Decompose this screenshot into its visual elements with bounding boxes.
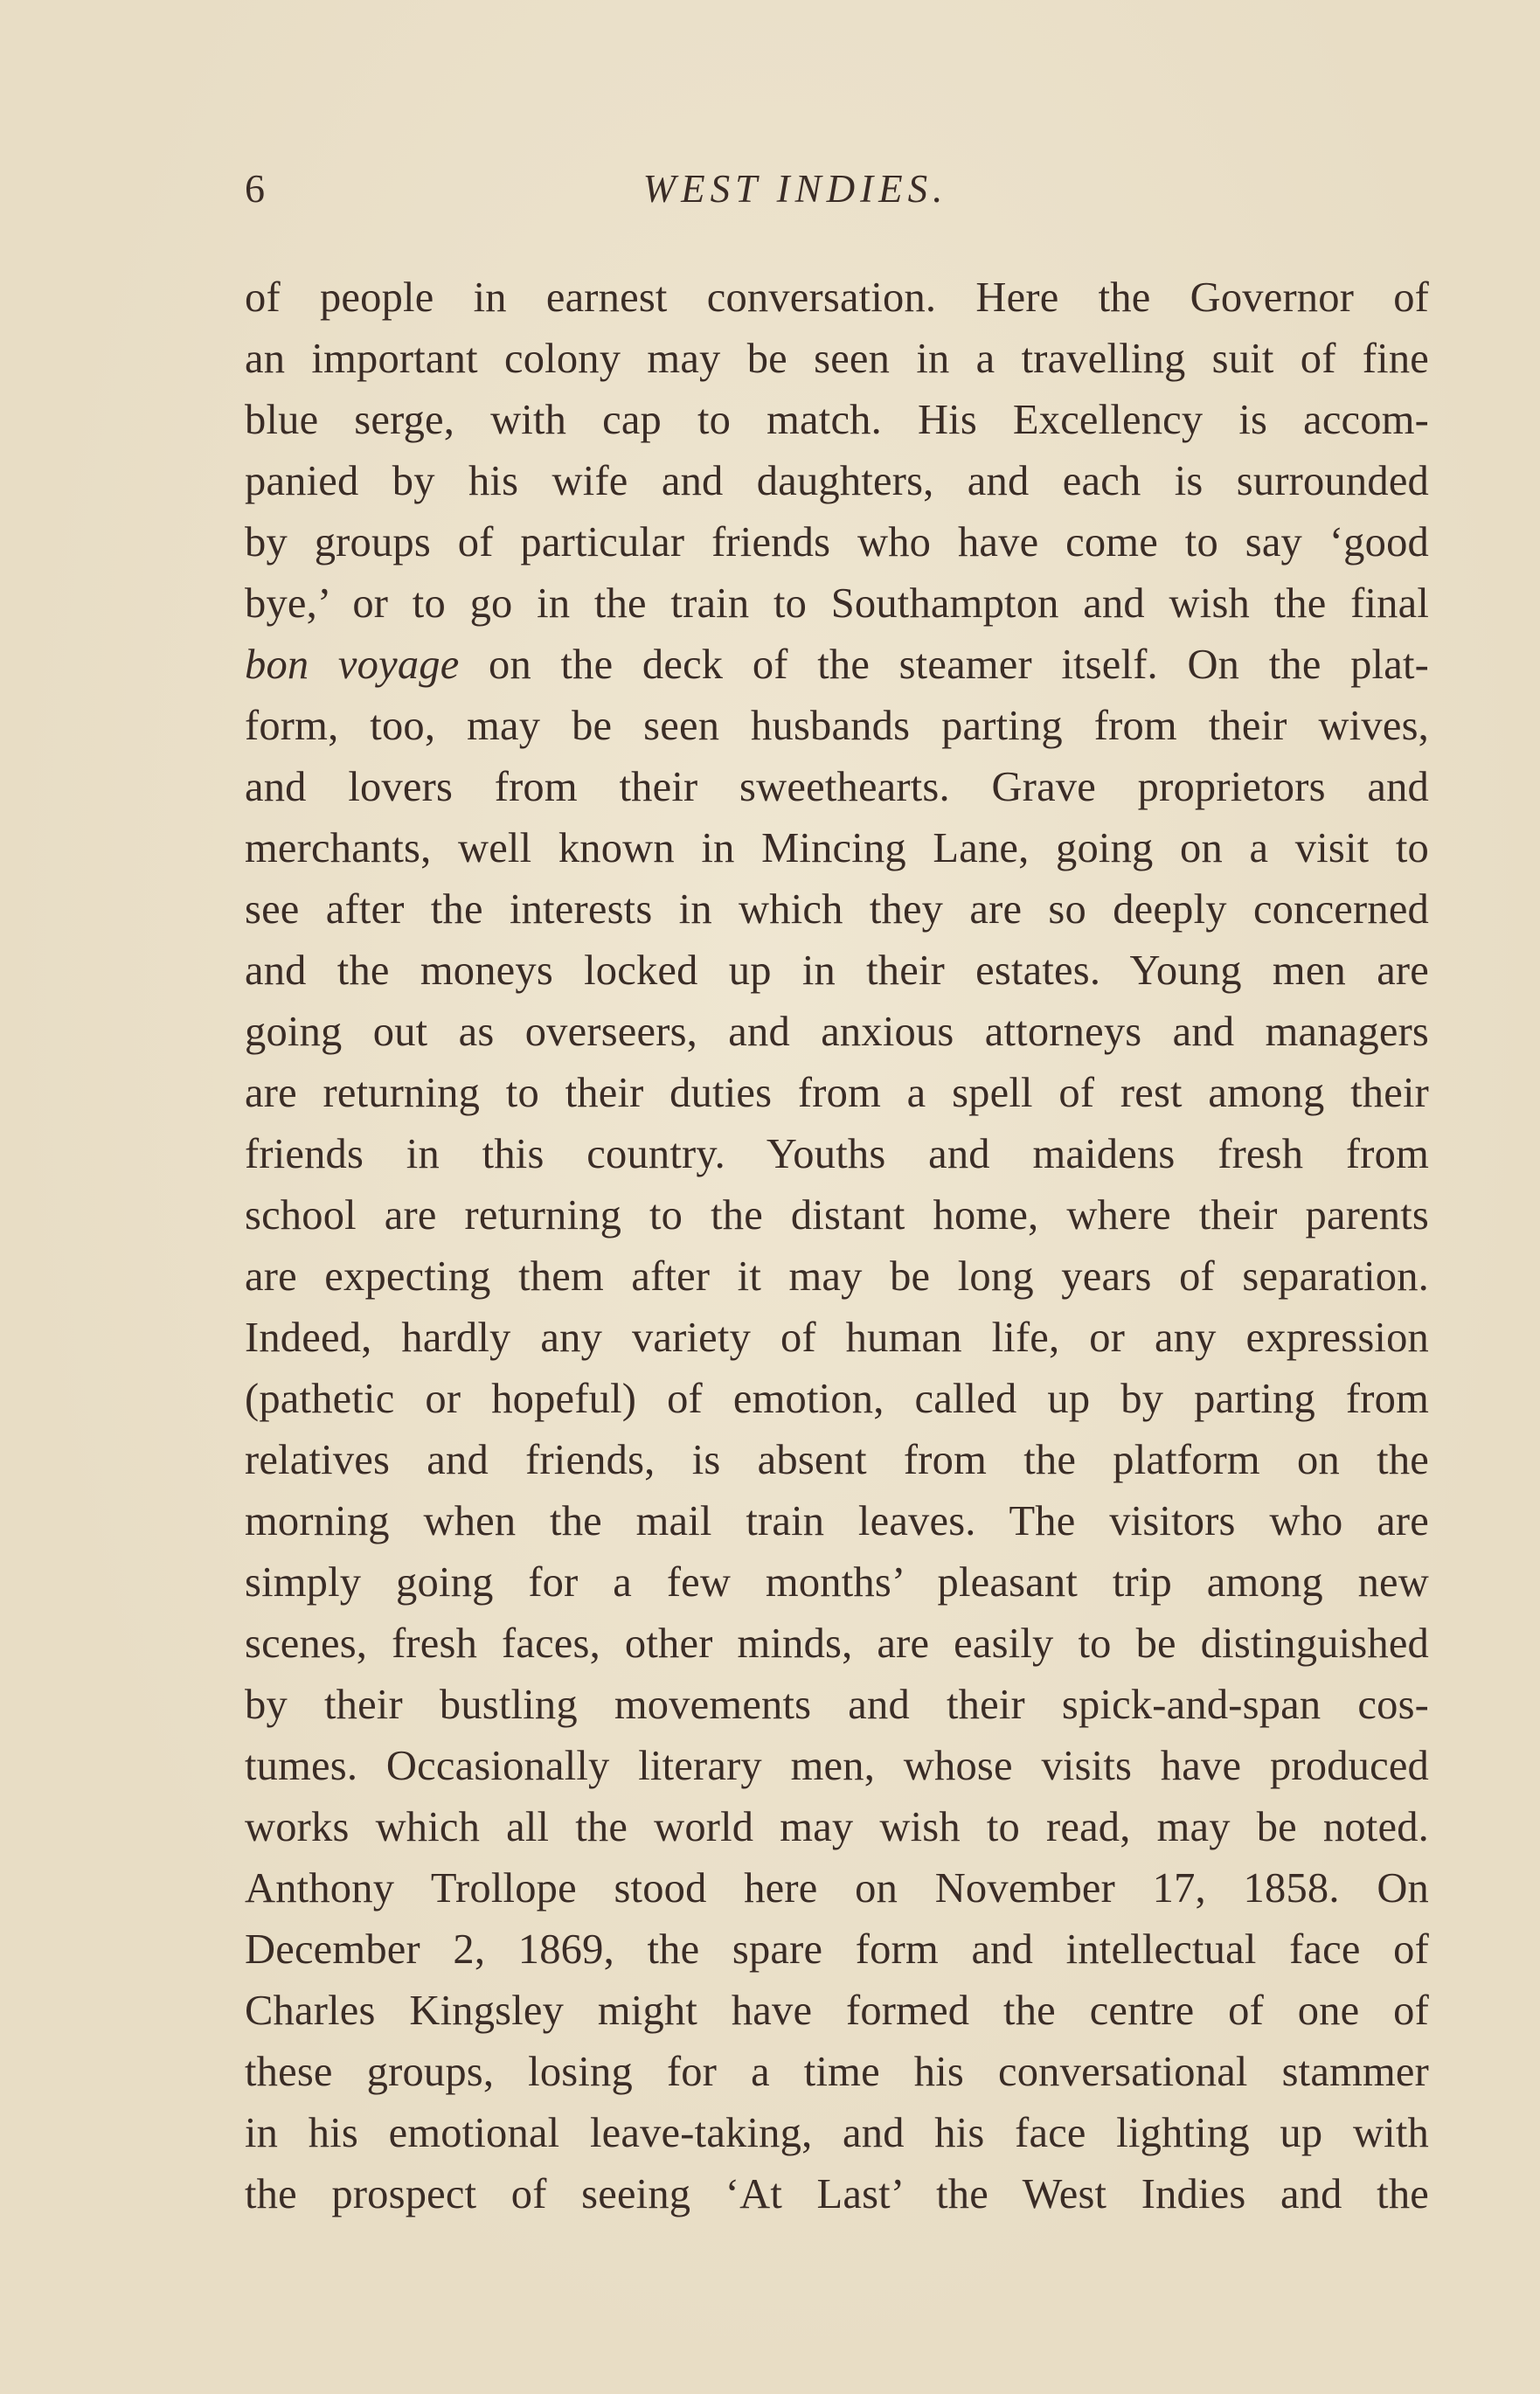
text-line: Indeed, hardly any variety of human life, or any expression bbox=[245, 1315, 1429, 1361]
text-line: scenes, fresh faces, other minds, are easily to be distinguished bbox=[245, 1620, 1429, 1667]
text-line: works which all the world may wish to read, may be noted. bbox=[245, 1804, 1429, 1850]
text-line: panied by his wife and daughters, and each is surrounded bbox=[245, 458, 1429, 504]
text-line: Charles Kingsley might have formed the centre of one of bbox=[245, 1988, 1429, 2034]
text-line: Anthony Trollope stood here on November 17, 1858. On bbox=[245, 1865, 1429, 1912]
text-line: bon voyage on the deck of the steamer itself. On the plat- bbox=[245, 642, 1429, 688]
text-line: these groups, losing for a time his conversational stammer bbox=[245, 2049, 1429, 2095]
text-line: simply going for a few months’ pleasant trip among new bbox=[245, 1559, 1429, 1606]
text-line: by their bustling movements and their spick-and-span cos- bbox=[245, 1682, 1429, 1728]
text-line: and the moneys locked up in their estates. Young men are bbox=[245, 947, 1429, 994]
text-line: friends in this country. Youths and maidens fresh from bbox=[245, 1131, 1429, 1177]
text-line: (pathetic or hopeful) of emotion, called up by parting from bbox=[245, 1376, 1429, 1422]
text-line: form, too, may be seen husbands parting from their wives, bbox=[245, 703, 1429, 749]
text-line: relatives and friends, is absent from the platform on the bbox=[245, 1437, 1429, 1483]
text-line: merchants, well known in Mincing Lane, going on a visit to bbox=[245, 825, 1429, 871]
page-number: 6 bbox=[245, 166, 266, 211]
body-text bbox=[245, 267, 1429, 2225]
text-line: the prospect of seeing ‘At Last’ the West Indies and the bbox=[245, 2171, 1429, 2217]
text-line: are expecting them after it may be long years of separation. bbox=[245, 1253, 1429, 1300]
text-line: by groups of particular friends who have come to say ‘good bbox=[245, 519, 1429, 566]
text-line: and lovers from their sweethearts. Grave proprietors and bbox=[245, 764, 1429, 810]
text-line: an important colony may be seen in a travelling suit of fine bbox=[245, 336, 1429, 382]
text-line: in his emotional leave-taking, and his face lighting up with bbox=[245, 2110, 1429, 2156]
text-line: are returning to their duties from a spell of rest among their bbox=[245, 1070, 1429, 1116]
text-line: blue serge, with cap to match. His Excellency is accom- bbox=[245, 397, 1429, 443]
text-line: of people in earnest conversation. Here the Governor of bbox=[245, 274, 1429, 321]
text-line: school are returning to the distant home, where their parents bbox=[245, 1192, 1429, 1239]
running-title: WEST INDIES. bbox=[642, 167, 948, 211]
text-line: going out as overseers, and anxious attorneys and managers bbox=[245, 1009, 1429, 1055]
text-line: see after the interests in which they are so deeply concerned bbox=[245, 886, 1429, 933]
text-line: morning when the mail train leaves. The visitors who are bbox=[245, 1498, 1429, 1544]
text-line: bye,’ or to go in the train to Southampton and wish the final bbox=[245, 580, 1429, 627]
text-line: December 2, 1869, the spare form and intellectual face of bbox=[245, 1926, 1429, 1973]
running-head bbox=[245, 163, 1320, 215]
text-line: tumes. Occasionally literary men, whose visits have produced bbox=[245, 1743, 1429, 1789]
